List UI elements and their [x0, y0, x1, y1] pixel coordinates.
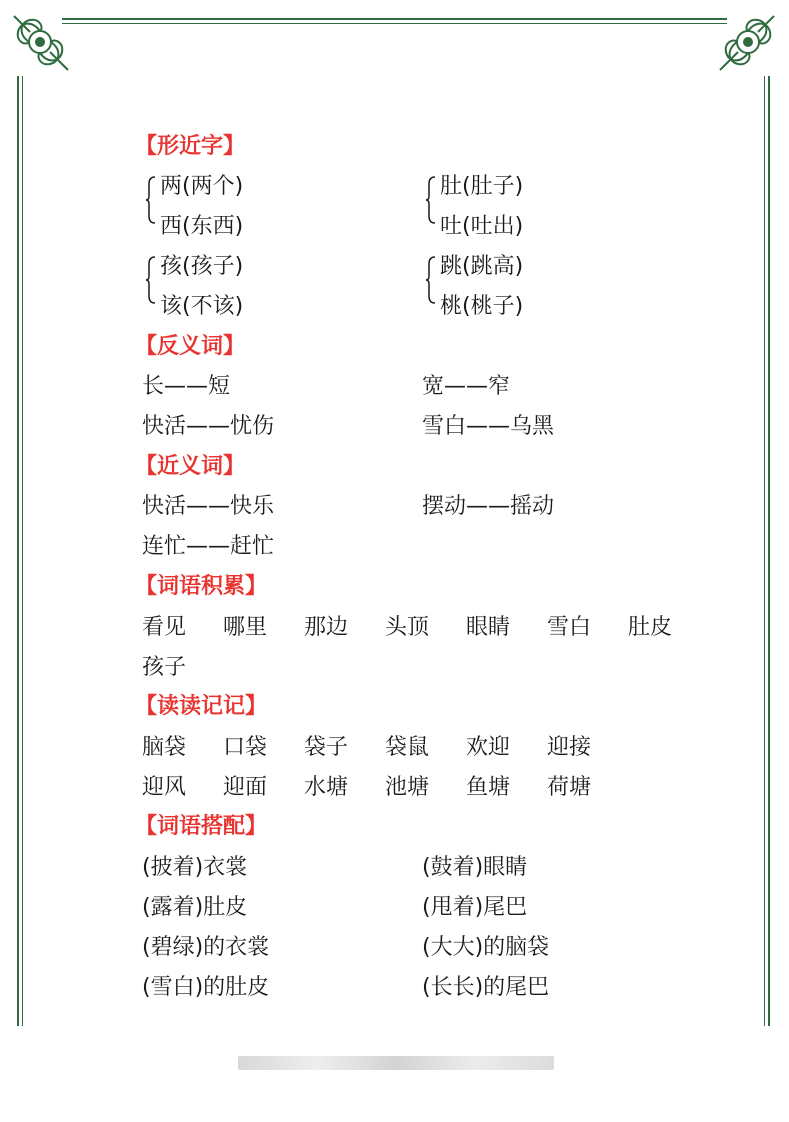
- section-title-dudujiji: 【读读记记】: [135, 694, 268, 719]
- dapei-item: (披着)衣裳: [142, 855, 248, 880]
- xingjinzi-item: 桃(桃子): [440, 294, 524, 319]
- corner-ornament-icon: [10, 12, 74, 76]
- word-item: 迎面: [223, 775, 268, 800]
- word-item: 荷塘: [547, 775, 592, 800]
- xingjinzi-item: 肚(肚子): [440, 174, 524, 199]
- word-item: 雪白: [547, 615, 592, 640]
- fanyici-pair: 快活——忧伤: [142, 414, 275, 439]
- section-title-fanyici: 【反义词】: [135, 334, 246, 359]
- dapei-item: (长长)的尾巴: [422, 975, 550, 1000]
- word-item: 肚皮: [628, 615, 673, 640]
- word-item: 看见: [142, 615, 187, 640]
- frame-right-line: [768, 76, 770, 1026]
- frame-top-line: [62, 18, 727, 20]
- word-item: 脑袋: [142, 735, 187, 760]
- brace-icon: [146, 256, 156, 304]
- section-title-ciyudapei: 【词语搭配】: [135, 814, 268, 839]
- section-title-xingjinzi: 【形近字】: [135, 134, 246, 159]
- xingjinzi-item: 两(两个): [160, 174, 244, 199]
- word-item: 哪里: [223, 615, 268, 640]
- word-item: 眼睛: [466, 615, 511, 640]
- dapei-item: (碧绿)的衣裳: [142, 935, 270, 960]
- dapei-item: (鼓着)眼睛: [422, 855, 528, 880]
- word-item: 池塘: [385, 775, 430, 800]
- section-title-jinyici: 【近义词】: [135, 454, 246, 479]
- word-item: 孩子: [142, 655, 187, 680]
- brace-icon: [146, 176, 156, 224]
- fanyici-pair: 宽——窄: [422, 374, 511, 399]
- jinyici-pair: 连忙——赶忙: [142, 534, 275, 559]
- word-item: 头顶: [385, 615, 430, 640]
- jinyici-pair: 快活——快乐: [142, 494, 275, 519]
- xingjinzi-item: 跳(跳高): [440, 254, 524, 279]
- frame-left-line: [17, 76, 19, 1026]
- xingjinzi-item: 孩(孩子): [160, 254, 244, 279]
- fanyici-pair: 长——短: [142, 374, 231, 399]
- blurred-watermark: [238, 1056, 554, 1070]
- section-title-ciyujilei: 【词语积累】: [135, 574, 268, 599]
- xingjinzi-item: 西(东西): [160, 214, 244, 239]
- jinyici-pair: 摆动——摇动: [422, 494, 555, 519]
- word-item: 口袋: [223, 735, 268, 760]
- frame-top-line-inner: [62, 23, 727, 24]
- brace-icon: [426, 256, 436, 304]
- dapei-item: (雪白)的肚皮: [142, 975, 270, 1000]
- frame-left-line-inner: [22, 76, 23, 1026]
- word-item: 袋鼠: [385, 735, 430, 760]
- brace-icon: [426, 176, 436, 224]
- dapei-item: (甩着)尾巴: [422, 895, 528, 920]
- word-item: 欢迎: [466, 735, 511, 760]
- word-item: 迎风: [142, 775, 187, 800]
- corner-ornament-icon: [714, 12, 778, 76]
- dapei-item: (露着)肚皮: [142, 895, 248, 920]
- frame-right-line-inner: [764, 76, 765, 1026]
- word-item: 水塘: [304, 775, 349, 800]
- xingjinzi-item: 吐(吐出): [440, 214, 524, 239]
- word-item: 那边: [304, 615, 349, 640]
- word-item: 迎接: [547, 735, 592, 760]
- xingjinzi-item: 该(不该): [160, 294, 244, 319]
- dapei-item: (大大)的脑袋: [422, 935, 550, 960]
- fanyici-pair: 雪白——乌黑: [422, 414, 555, 439]
- word-item: 袋子: [304, 735, 349, 760]
- word-item: 鱼塘: [466, 775, 511, 800]
